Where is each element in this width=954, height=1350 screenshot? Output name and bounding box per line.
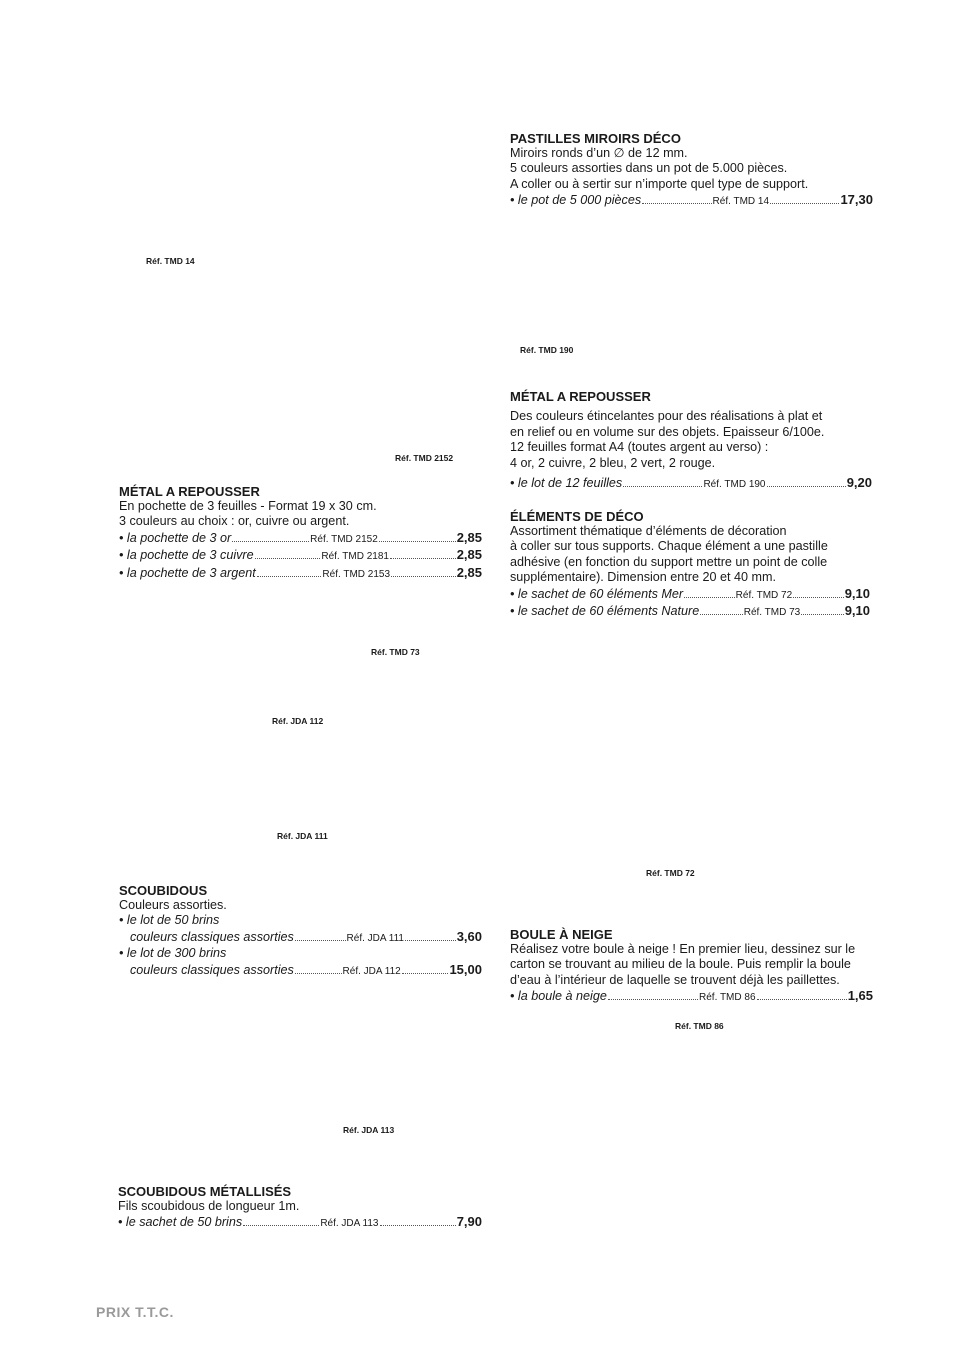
price-line	[510, 586, 870, 603]
product-title: SCOUBIDOUS MÉTALLISÉS	[118, 1184, 292, 1199]
price-line	[119, 929, 482, 946]
item-price: 9,10	[844, 603, 871, 619]
product-elements-deco	[510, 509, 870, 620]
description-line: 12 feuilles format A4 (toutes argent au verso) :	[510, 440, 769, 455]
item-ref: Réf. JDA 112	[342, 965, 401, 977]
item-ref: Réf. TMD 190	[703, 479, 766, 491]
price-line	[510, 475, 872, 493]
description-line: Couleurs assorties.	[119, 898, 227, 912]
item-price: 9,20	[846, 475, 873, 491]
photo-ref-tmd73: Réf. TMD 73	[371, 647, 420, 657]
product-title: SCOUBIDOUS	[119, 883, 208, 898]
item-ref: Réf. JDA 113	[320, 1218, 379, 1230]
product-scoubidous-metallises	[118, 1184, 482, 1232]
description-line: Fils scoubidous de longueur 1m.	[118, 1199, 300, 1213]
product-metal-repousser-pochette	[119, 484, 482, 582]
item-ref: Réf. TMD 2153	[322, 568, 391, 580]
item-price: 17,30	[840, 192, 873, 208]
item-label: • le sachet de 60 éléments Mer	[510, 586, 684, 601]
item-label: • le lot de 12 feuilles	[510, 476, 623, 491]
photo-ref-tmd14: Réf. TMD 14	[146, 256, 195, 266]
photo-ref-jda113: Réf. JDA 113	[343, 1125, 395, 1135]
item-ref: Réf. TMD 72	[735, 589, 793, 601]
description-line: Assortiment thématique d’éléments de décoration	[510, 524, 787, 538]
product-boule-a-neige	[510, 927, 873, 1006]
description-line: à coller sur tous supports. Chaque élément a une pastille	[510, 539, 828, 554]
item-ref: Réf. JDA 111	[346, 932, 404, 944]
product-scoubidous	[119, 883, 482, 979]
item-price: 9,10	[844, 585, 870, 601]
description-line: en relief ou en volume sur des objets. Epaisseur 6/100e.	[510, 424, 825, 439]
item-price: 2,85	[456, 547, 483, 563]
photo-ref-tmd72: Réf. TMD 72	[646, 868, 695, 878]
product-title: MÉTAL A REPOUSSER	[119, 484, 260, 499]
description-line: Réalisez votre boule à neige ! En premier lieu, dessinez sur le	[510, 942, 856, 956]
product-pastilles-miroirs	[510, 131, 873, 210]
product-title: BOULE À NEIGE	[510, 927, 613, 942]
bullet-line: • le lot de 50 brins	[119, 913, 220, 928]
description-line: Des couleurs étincelantes pour des réalisations à plat et	[510, 409, 823, 423]
photo-ref-tmd86: Réf. TMD 86	[675, 1021, 724, 1031]
item-label: • le pot de 5 000 pièces	[510, 193, 642, 208]
description-line: A coller ou à sertir sur n’importe quel type de support.	[510, 176, 809, 191]
price-line	[510, 988, 873, 1005]
price-line	[119, 962, 482, 979]
product-title: ÉLÉMENTS DE DÉCO	[510, 509, 644, 524]
item-label: • la pochette de 3 cuivre	[119, 548, 254, 563]
description-line: En pochette de 3 feuilles - Format 19 x 30 cm.	[119, 499, 377, 513]
item-label: • le sachet de 50 brins	[118, 1215, 243, 1230]
item-ref: Réf. TMD 2181	[321, 551, 389, 563]
price-line	[510, 603, 870, 620]
item-label: • la boule à neige	[510, 989, 607, 1004]
product-title: MÉTAL A REPOUSSER	[510, 389, 651, 404]
item-ref: Réf. TMD 86	[699, 992, 756, 1004]
description-line: 5 couleurs assorties dans un pot de 5.000 pièces.	[510, 161, 788, 176]
item-price: 3,60	[456, 928, 483, 944]
photo-ref-jda112: Réf. JDA 112	[272, 716, 324, 726]
item-label: • le sachet de 60 éléments Nature	[510, 604, 700, 619]
price-line	[510, 192, 873, 209]
description-line: 3 couleurs au choix : or, cuivre ou argent.	[119, 514, 350, 529]
item-ref: Réf. TMD 2152	[310, 533, 378, 545]
item-ref: Réf. TMD 73	[743, 607, 801, 619]
description-line: adhésive (en fonction du support mettre un point de colle	[510, 554, 828, 569]
item-price: 7,90	[456, 1214, 482, 1230]
item-price: 2,85	[456, 564, 482, 580]
description-line: carton se trouvant au milieu de la boule. Puis remplir la boule	[510, 957, 851, 972]
photo-ref-tmd2152: Réf. TMD 2152	[395, 453, 454, 463]
product-metal-repousser-lot	[510, 389, 872, 493]
description-line: Miroirs ronds d’un ∅ de 12 mm.	[510, 146, 688, 160]
product-title: PASTILLES MIROIRS DÉCO	[510, 131, 681, 146]
description-line: supplémentaire). Dimension entre 20 et 40 mm.	[510, 570, 776, 585]
description-line: d’eau à l’intérieur de laquelle se trouvent déjà les paillettes.	[510, 972, 840, 987]
description-line: 4 or, 2 cuivre, 2 bleu, 2 vert, 2 rouge.	[510, 455, 716, 470]
price-line	[118, 1214, 482, 1231]
item-ref: Réf. TMD 14	[712, 196, 770, 208]
price-line	[119, 547, 482, 564]
item-label: couleurs classiques assorties	[130, 929, 294, 944]
item-label: • la pochette de 3 or	[119, 530, 232, 545]
item-price: 2,85	[456, 529, 483, 545]
item-label: couleurs classiques assorties	[130, 962, 294, 977]
photo-ref-jda111: Réf. JDA 111	[277, 831, 328, 841]
item-price: 15,00	[449, 961, 482, 977]
item-price: 1,65	[847, 988, 873, 1004]
bullet-line: • le lot de 300 brins	[119, 946, 227, 961]
price-line	[119, 530, 482, 547]
item-label: • la pochette de 3 argent	[119, 565, 256, 580]
price-line	[119, 565, 482, 582]
photo-ref-tmd190: Réf. TMD 190	[520, 345, 574, 355]
page-footer: PRIX T.T.C.	[96, 1304, 174, 1320]
